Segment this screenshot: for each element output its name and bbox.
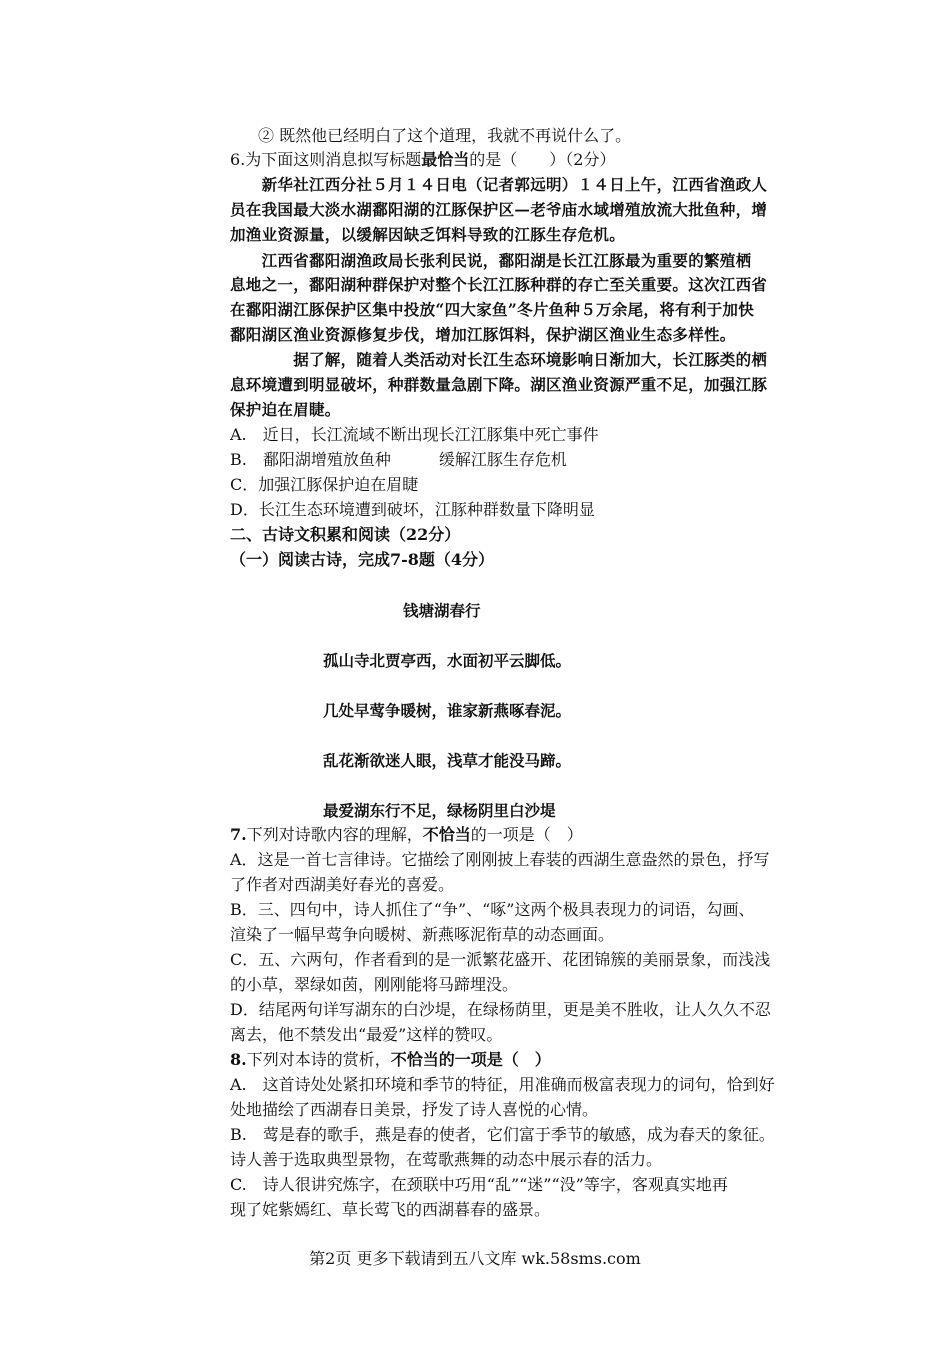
news-line: 员在我国最大淡水湖鄱阳湖的江豚保护区—老爷庙水域增殖放流大批鱼种，增: [230, 200, 768, 219]
question-6-prefix: 6.为下面这则消息拟写标题: [230, 150, 422, 169]
q8-option-text: B. 莺是春的歌手，燕是春的使者，它们富于季节的敏感，成为春天的象征。: [230, 1125, 775, 1144]
news-line: 保护迫在眉睫。: [230, 400, 341, 419]
question-7-suffix: 的一项是（ ）: [470, 825, 583, 844]
q6-option-b: B. 鄱阳湖增殖放鱼种 缓解江豚生存危机: [230, 450, 567, 469]
poem-line: 乱花渐欲迷人眼，浅草才能没马蹄。: [323, 751, 572, 770]
q7-option-text: 离去，他不禁发出“最爱”这样的赞叹。: [230, 1025, 503, 1044]
q8-option-text: 诗人善于选取典型景物，在莺歌燕舞的动态中展示春的活力。: [230, 1150, 663, 1169]
question-6-suffix: 的是（ ）（2分）: [469, 150, 616, 169]
question-7-number: 7.: [230, 825, 247, 844]
news-line: 鄱阳湖区渔业资源修复步伐，增加江豚饵料，保护湖区渔业生态多样性。: [230, 325, 736, 344]
page-footer: 第2页 更多下载请到五八文库 wk.58sms.com: [309, 1249, 641, 1268]
q7-option-text: B．三、四句中，诗人抓住了“争”、“啄”这两个极具表现力的词语，勾画、: [230, 900, 755, 919]
q6-option-a: A. 近日，长江流域不断出现长江江豚集中死亡事件: [230, 425, 599, 444]
question-7-prefix: 下列对诗歌内容的理解，: [246, 825, 423, 844]
answer-line-2: ② 既然他已经明白了这个道理，我就不再说什么了。: [258, 126, 632, 145]
q8-option-text: 处地描绘了西湖春日美景，抒发了诗人喜悦的心情。: [230, 1100, 599, 1119]
q7-option-text: D．结尾两句详写湖东的白沙堤，在绿杨荫里，更是美不胜收，让人久久不忍: [230, 1000, 771, 1019]
question-8-number: 8.: [230, 1050, 247, 1069]
subsection-heading: （一）阅读古诗，完成7-8题（4分）: [230, 550, 495, 569]
q8-option-text: 现了姹紫嫣红、草长莺飞的西湖暮春的盛景。: [230, 1200, 551, 1219]
q8-option-text: C. 诗人很讲究炼字，在颈联中巧用“乱”“迷”“没”等字，客观真实地再: [230, 1175, 728, 1194]
poem-line: 最爱湖东行不足，绿杨阴里白沙堤: [323, 801, 556, 820]
q7-option-text: 的小草，翠绿如茵，刚刚能将马蹄埋没。: [230, 975, 519, 994]
question-6-stem: [230, 148, 615, 172]
news-line: 江西省鄱阳湖渔政局长张利民说，鄱阳湖是长江江豚最为重要的繁殖栖: [230, 251, 752, 270]
news-line: 加渔业资源量，以缓解因缺乏饵料导致的江豚生存危机。: [230, 225, 626, 244]
question-8-emphasis: 不恰当: [390, 1050, 439, 1069]
question-6-emphasis: 最恰当: [421, 150, 470, 169]
question-8-suffix: 的一项是（ ）: [438, 1050, 551, 1069]
question-7-emphasis: 不恰当: [422, 825, 471, 844]
question-8-stem: [230, 1048, 551, 1072]
news-line: 息环境遭到明显破坏，种群数量急剧下降。湖区渔业资源严重不足，加强江豚: [230, 375, 768, 394]
news-line: 据了解，随着人类活动对长江生态环境影响日渐加大，长江豚类的栖: [230, 350, 768, 369]
poem-title: 钱塘湖春行: [403, 601, 481, 620]
q6-option-d: D．长江生态环境遭到破坏，江豚种群数量下降明显: [230, 500, 595, 519]
q7-option-text: C．五、六两句，作者看到的是一派繁花盛开、花团锦簇的美丽景象，而浅浅: [230, 950, 771, 969]
news-line: 息地之一，鄱阳湖种群保护对整个长江江豚种群的存亡至关重要。这次江西省: [230, 275, 768, 294]
poem-line: 孤山寺北贾亭西，水面初平云脚低。: [323, 651, 572, 670]
q7-option-text: A．这是一首七言律诗。它描绘了刚刚披上春装的西湖生意盎然的景色，抒写: [230, 850, 770, 869]
question-8-prefix: 下列对本诗的赏析，: [246, 1050, 391, 1069]
news-line: 在鄱阳湖江豚保护区集中投放“四大家鱼”冬片鱼种５万余尾，将有利于加快: [230, 300, 755, 319]
q8-option-text: A. 这首诗处处紧扣环境和季节的特征，用准确而极富表现力的词句，恰到好: [230, 1075, 775, 1094]
poem-line: 几处早莺争暖树，谁家新燕啄春泥。: [323, 701, 572, 720]
q6-option-c: C．加强江豚保护迫在眉睫: [230, 475, 419, 494]
q7-option-text: 渲染了一幅早莺争向暖树、新燕啄泥衔草的动态画面。: [230, 925, 615, 944]
section-heading: 二、古诗文积累和阅读（22分）: [230, 525, 461, 544]
question-7-stem: [230, 823, 583, 847]
news-line: 新华社江西分社５月１４日电（记者郭远明）１４日上午，江西省渔政人: [230, 175, 768, 194]
q7-option-text: 了作者对西湖美好春光的喜爱。: [230, 875, 455, 894]
